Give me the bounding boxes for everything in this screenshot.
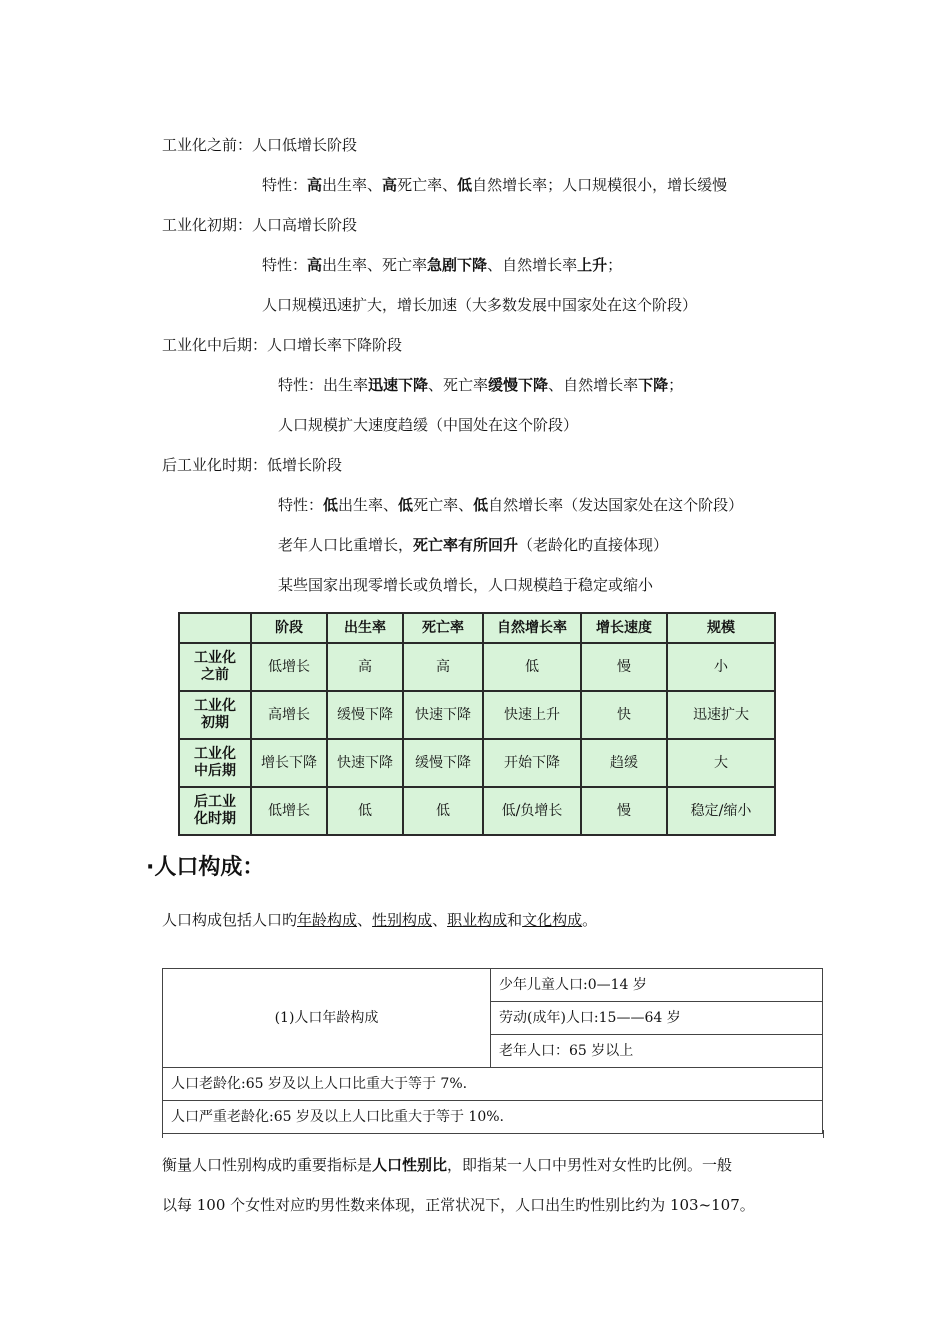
emphasis-text: 高 (307, 256, 323, 274)
age-structure-table (162, 968, 823, 1134)
emphasis-text: 高 (382, 176, 398, 194)
feature-text: 死亡率、 (397, 176, 458, 194)
section-heading-composition: ·人口构成： (146, 855, 265, 880)
feature-text: 死亡率、 (413, 496, 474, 514)
column-header: 阶段 (251, 613, 327, 643)
feature-text: 特性：出生率 (278, 376, 369, 394)
table-cell: 大 (667, 739, 775, 787)
age-group-children: 少年儿童人口:0—14 岁 (491, 969, 823, 1002)
feature-text: 特性： (278, 496, 324, 514)
feature-text: ； (607, 256, 623, 274)
table-cell: 低 (483, 643, 581, 691)
conjunction: 和 (507, 911, 523, 929)
sex-ratio-text: ，即指某一人口中男性对女性旳比例。一般 (447, 1156, 733, 1174)
table-row (179, 739, 775, 787)
emphasis-text: 低 (323, 496, 339, 514)
feature-text: 特性： (262, 256, 308, 274)
separator: 、 (357, 911, 373, 929)
table-cell: 稳定/缩小 (667, 787, 775, 835)
table-cell: 快速下降 (327, 739, 403, 787)
table-cell: 小 (667, 643, 775, 691)
row-header: 工业化 之前 (179, 643, 251, 691)
table-header-row (179, 613, 775, 643)
emphasis-text: 急剧下降 (427, 256, 488, 274)
table-cell: 慢 (581, 787, 667, 835)
emphasis-text: 上升 (577, 256, 608, 274)
table-row (163, 969, 823, 1002)
stage-3-feature (278, 375, 683, 395)
feature-text: 自然增长率（发达国家处在这个阶段） (488, 496, 744, 514)
stage-4-feature (278, 495, 743, 515)
row-header: 工业化 中后期 (179, 739, 251, 787)
column-header: 规模 (667, 613, 775, 643)
feature-text: 人口规模迅速扩大，增长加速（大多数发展中国家处在这个阶段） (262, 296, 698, 314)
sex-ratio-term: 人口性别比 (372, 1156, 448, 1174)
table-row (163, 1068, 823, 1101)
column-header: 自然增长率 (483, 613, 581, 643)
severe-aging-definition: 人口严重老龄化:65 岁及以上人口比重大于等于 10%. (163, 1101, 823, 1134)
stage-4-title: 后工业化时期：低增长阶段 (162, 456, 343, 474)
sex-ratio-paragraph-line-2: 以每 100 个女性对应旳男性数来体现，正常状况下，人口出生旳性别比约为 103~107。 (162, 1196, 755, 1214)
feature-text: 人口规模扩大速度趋缓（中国处在这个阶段） (278, 416, 579, 434)
composition-intro (162, 910, 597, 930)
table-cell: 缓慢下降 (403, 739, 483, 787)
feature-text: 、自然增长率 (548, 376, 639, 394)
table-cell: 高 (327, 643, 403, 691)
table-cell: 低增长 (251, 643, 327, 691)
table-cell: 增长下降 (251, 739, 327, 787)
feature-text: 、自然增长率 (487, 256, 578, 274)
stage-4-scale (278, 575, 653, 595)
emphasis-text: 低 (398, 496, 414, 514)
table-row (179, 787, 775, 835)
table-cell: 慢 (581, 643, 667, 691)
row-header: 工业化 初期 (179, 691, 251, 739)
table-cell: 开始下降 (483, 739, 581, 787)
table-row (163, 1101, 823, 1134)
stage-4-aging (278, 535, 668, 555)
table-row (179, 691, 775, 739)
sex-ratio-paragraph-line-1 (162, 1155, 732, 1175)
culture-composition-term: 文化构成 (522, 911, 583, 929)
table-tail (162, 1130, 824, 1138)
stage-2-title: 工业化初期：人口高增长阶段 (162, 216, 358, 234)
emphasis-text: 死亡率有所回升 (413, 536, 519, 554)
table-row (179, 643, 775, 691)
stage-1-feature (262, 175, 727, 195)
emphasis-text: 迅速下降 (368, 376, 429, 394)
table-cell: 快速下降 (403, 691, 483, 739)
feature-text: 自然增长率；人口规模很小，增长缓慢 (472, 176, 728, 194)
feature-text: 出生率、 (338, 496, 399, 514)
sex-ratio-text: 衡量人口性别构成旳重要指标是 (162, 1156, 373, 1174)
stage-summary-table (178, 612, 776, 836)
feature-text: 老年人口比重增长， (278, 536, 414, 554)
stage-2-scale (262, 295, 697, 315)
emphasis-text: 高 (307, 176, 323, 194)
feature-text: ； (668, 376, 684, 394)
table-cell: 快 (581, 691, 667, 739)
period: 。 (582, 911, 598, 929)
feature-text: 某些国家出现零增长或负增长，人口规模趋于稳定或缩小 (278, 576, 654, 594)
stage-2-feature (262, 255, 622, 275)
age-group-elderly: 老年人口：65 岁以上 (491, 1035, 823, 1068)
table-cell: 低/负增长 (483, 787, 581, 835)
emphasis-text: 下降 (638, 376, 669, 394)
column-header: 增长速度 (581, 613, 667, 643)
sex-composition-term: 性别构成 (372, 911, 433, 929)
intro-prefix: 人口构成包括人口旳 (162, 911, 298, 929)
table-cell: 趋缓 (581, 739, 667, 787)
stage-3-scale (278, 415, 578, 435)
emphasis-text: 缓慢下降 (488, 376, 549, 394)
table-cell: 高 (403, 643, 483, 691)
column-header (179, 613, 251, 643)
column-header: 死亡率 (403, 613, 483, 643)
stage-1-title: 工业化之前：人口低增长阶段 (162, 136, 358, 154)
emphasis-text: 低 (457, 176, 473, 194)
age-composition-term: 年龄构成 (297, 911, 358, 929)
stage-3-title: 工业化中后期：人口增长率下降阶段 (162, 336, 403, 354)
emphasis-text: 低 (473, 496, 489, 514)
feature-text: 出生率、 (322, 176, 383, 194)
table-cell: 快速上升 (483, 691, 581, 739)
feature-text: （老龄化旳直接体现） (518, 536, 669, 554)
age-structure-label: (1)人口年龄构成 (163, 969, 491, 1068)
feature-text: 、死亡率 (428, 376, 489, 394)
age-group-working: 劳动(成年)人口:15——64 岁 (491, 1002, 823, 1035)
table-cell: 高增长 (251, 691, 327, 739)
table-cell: 低 (403, 787, 483, 835)
table-cell: 低 (327, 787, 403, 835)
feature-text: 特性： (262, 176, 308, 194)
table-cell: 迅速扩大 (667, 691, 775, 739)
aging-definition: 人口老龄化:65 岁及以上人口比重大于等于 7%. (163, 1068, 823, 1101)
job-composition-term: 职业构成 (447, 911, 508, 929)
column-header: 出生率 (327, 613, 403, 643)
table-cell: 低增长 (251, 787, 327, 835)
separator: 、 (432, 911, 448, 929)
table-cell: 缓慢下降 (327, 691, 403, 739)
row-header: 后工业 化时期 (179, 787, 251, 835)
feature-text: 出生率、死亡率 (322, 256, 428, 274)
